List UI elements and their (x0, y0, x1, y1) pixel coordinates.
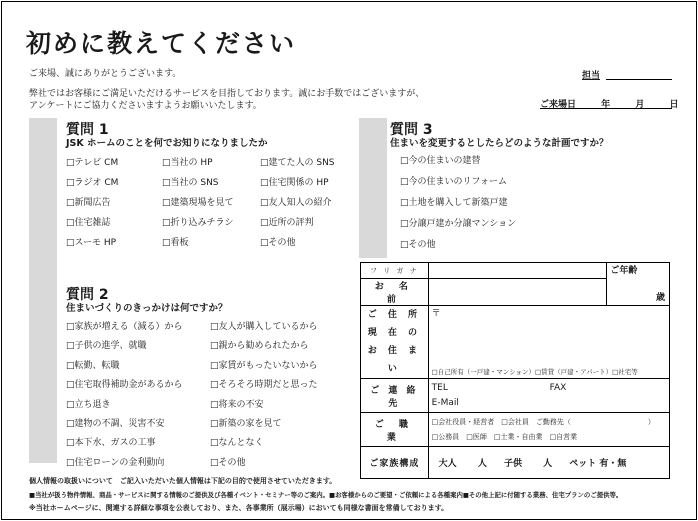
q3-option-4[interactable]: □分譲戸建か分譲マンション (400, 219, 517, 229)
address-label-2: 現 在 の (367, 328, 421, 338)
age-cell[interactable] (607, 263, 670, 306)
job-options-1[interactable]: □会社役員・経営者 □会社員 ご勤務先（ ） (431, 417, 655, 426)
intro-text (29, 88, 424, 112)
q2-heading: 質問 2 (66, 287, 109, 303)
customer-info-table (360, 262, 670, 479)
q2-option-col2-7[interactable]: □なんとなく (210, 438, 264, 449)
q1-option-col2-5[interactable]: □看板 (162, 238, 189, 248)
job-label: ご 職 業 (361, 413, 429, 447)
q1-option-col3-4[interactable]: □近所の評判 (260, 218, 314, 228)
visit-underline (540, 108, 672, 109)
q3-heading: 質問 3 (390, 122, 433, 138)
q2-option-col2-8[interactable]: □その他 (210, 457, 246, 468)
address-label-3: お 住 ま い (367, 346, 421, 374)
q1-option-col3-3[interactable]: □友人知人の紹介 (260, 198, 332, 208)
residence-options[interactable]: □自己所有（一戸建・マンション）□賃貸（戸建・アパート）□社宅等 (431, 368, 638, 376)
contact-label: ご 連 絡 先 (361, 379, 429, 413)
q2-option-col1-8[interactable]: □住宅ローンの金利動向 (66, 457, 165, 468)
child-label: 子供 (503, 459, 522, 469)
q2-option-col1-6[interactable]: □建物の不調、災害不安 (66, 419, 165, 429)
tanto-label: 担当 (582, 71, 601, 81)
adult-unit: 人 (477, 459, 487, 469)
family-field[interactable] (428, 447, 669, 479)
q2-option-col2-4[interactable]: □そろそろ時期だと思った (210, 380, 318, 391)
q1-option-col1-2[interactable]: □ラジオ CM (66, 178, 119, 188)
q1-sidebar (29, 118, 57, 463)
q3-option-3[interactable]: □土地を購入して新築戸建 (400, 198, 508, 208)
tel-label: TEL (431, 382, 448, 393)
q2-option-col1-3[interactable]: □転勤、転職 (66, 360, 120, 371)
address-label-1: ご 住 所 (367, 310, 421, 320)
q1-question: JSK ホームのことを何でお知りになりましたか (66, 138, 268, 149)
name-label: お 名 前 (361, 279, 429, 306)
tanto-field[interactable] (606, 79, 672, 80)
q2-option-col2-3[interactable]: □家賃がもったいないから (210, 360, 318, 371)
q3-question: 住まいを変更するとしたらどのような計画ですか？ (390, 138, 609, 149)
furigana-field[interactable] (428, 263, 607, 279)
address-field[interactable] (428, 306, 669, 379)
family-label: ご家族構成 (361, 447, 429, 479)
contact-field[interactable] (428, 379, 669, 413)
q2-option-col1-4[interactable]: □住宅取得補助金があるから (66, 380, 183, 391)
postal-mark: 〒 (431, 309, 441, 319)
privacy-note-2: ■当社が扱う物件情報、商品・サービスに関する情報のご提供及び各種イベント・セミナー等のご案内。■お客様からのご要望・ご依頼による各種案内■その他上記に付随する業務、住宅プランのご提供等。 (29, 491, 623, 499)
q1-option-col3-1[interactable]: □建てた人の SNS (260, 158, 335, 168)
q2-option-col2-2[interactable]: □親から勧められたから (210, 341, 309, 352)
q1-option-col1-1[interactable]: □テレビ CM (66, 158, 119, 168)
child-unit: 人 (543, 459, 553, 469)
job-field[interactable] (428, 413, 669, 447)
q1-option-col2-3[interactable]: □建築現場を見て (162, 198, 234, 208)
name-field[interactable] (428, 279, 607, 306)
job-options-2[interactable]: □公務員 □医師 □士業・自由業 □自営業 (431, 432, 578, 441)
greeting-text: ご来場、誠にありがとうございます。 (29, 69, 182, 79)
q1-option-col2-2[interactable]: □当社の SNS (162, 178, 219, 188)
q3-sidebar (359, 118, 387, 258)
q2-option-col2-1[interactable]: □友人が購入しているから (210, 322, 318, 332)
q1-option-col1-5[interactable]: □スーモ HP (66, 238, 117, 248)
age-unit: 歳 (655, 293, 665, 303)
q1-option-col1-3[interactable]: □新聞広告 (66, 198, 111, 208)
q1-option-col1-4[interactable]: □住宅雑誌 (66, 218, 111, 228)
q2-question: 住まいづくりのきっかけは何ですか？ (66, 303, 228, 314)
q2-option-col1-1[interactable]: □家族が増える（減る）から (66, 322, 183, 332)
q3-option-2[interactable]: □今の住まいのリフォーム (400, 177, 508, 187)
pet-label: ペット 有・無 (569, 459, 627, 469)
fax-label: FAX (549, 382, 567, 393)
adult-label: 大人 (438, 459, 457, 469)
q2-option-col2-5[interactable]: □将来の不安 (210, 399, 264, 410)
age-label: ご年齢 (610, 266, 638, 276)
furigana-label: フ リ ガ ナ (361, 263, 429, 279)
q3-option-5[interactable]: □その他 (400, 240, 436, 250)
q1-option-col3-5[interactable]: □その他 (260, 238, 296, 248)
q2-option-col2-6[interactable]: □新築の家を見て (210, 419, 282, 429)
visit-year: 年 (601, 100, 611, 110)
q1-heading: 質問 1 (66, 122, 109, 138)
visit-month: 月 (635, 100, 645, 110)
page-title: 初めに教えてください (26, 29, 297, 58)
q2-option-col1-5[interactable]: □立ち退き (66, 399, 111, 410)
q1-option-col2-4[interactable]: □折り込みチラシ (162, 218, 234, 228)
q3-option-1[interactable]: □今の住まいの建替 (400, 156, 481, 166)
q1-option-col2-1[interactable]: □当社の HP (162, 158, 213, 168)
privacy-note-1: 個人情報の取扱いについて ご記入いただいた個人情報は下記の目的で使用させていただきます。 (29, 477, 337, 485)
address-label (361, 306, 429, 379)
privacy-note-3: ※当社ホームページに、関連する詳細な事項を公表しており、また、各事業所（展示場）においても同様な書面を常備しております。 (29, 504, 449, 512)
q1-option-col3-2[interactable]: □住宅関係の HP (260, 178, 329, 188)
intro-line-2: アンケートにご協力くださいますようお願いいたします。 (29, 101, 262, 111)
visit-label: ご来場日 (540, 100, 577, 110)
survey-sheet (1, 1, 697, 520)
email-label: E-Mail (431, 397, 459, 408)
visit-day: 日 (669, 100, 679, 110)
q2-option-col1-7[interactable]: □本下水、ガスの工事 (66, 438, 156, 449)
intro-line-1: 弊社ではお客様にご満足いただけるサービスを目指しております。誠にお手数ではございますが、 (29, 89, 425, 99)
q2-option-col1-2[interactable]: □子供の進学、就職 (66, 341, 147, 352)
